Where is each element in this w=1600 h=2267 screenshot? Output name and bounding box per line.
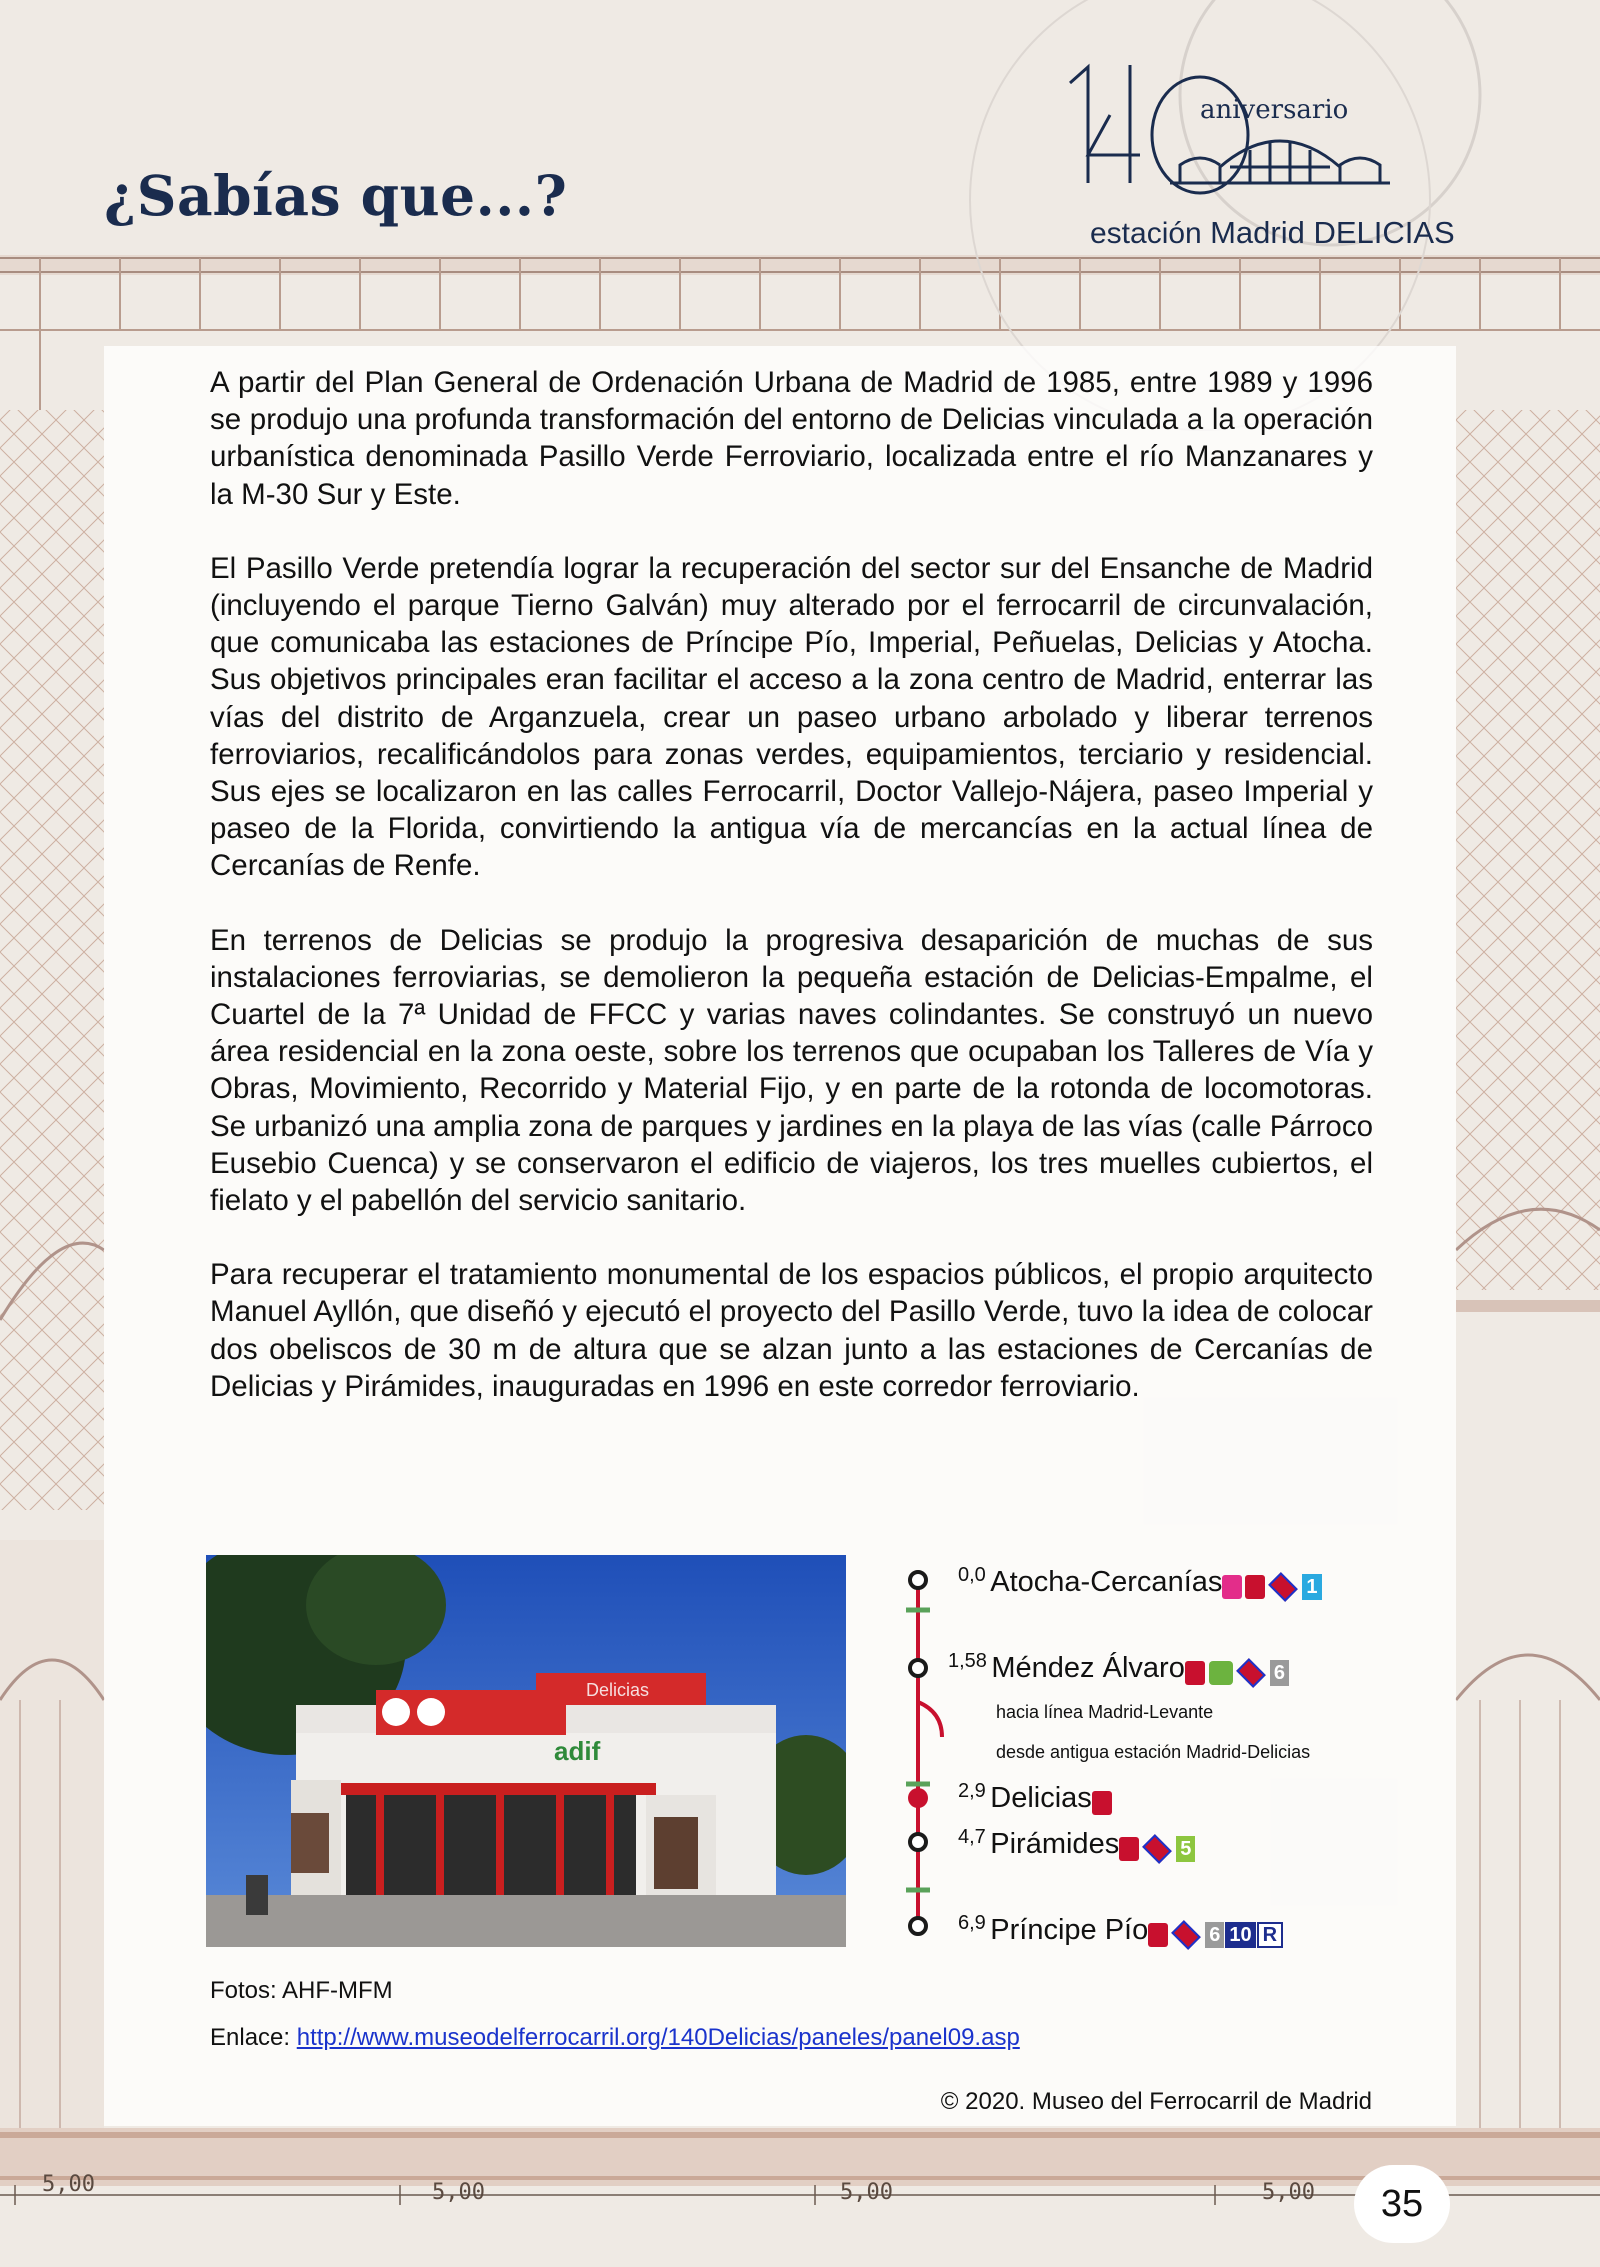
- link-label: Enlace:: [210, 2024, 291, 2051]
- copyright: © 2020. Museo del Ferrocarril de Madrid: [940, 2088, 1372, 2115]
- station-dot: [910, 1572, 926, 1588]
- bus-icon: [1209, 1661, 1233, 1685]
- station-principe-pio: 6,9 Príncipe Pío 6 10 R: [958, 1914, 1283, 1948]
- page-number: 35: [1354, 2165, 1450, 2243]
- station-dot: [910, 1834, 926, 1850]
- cercanias-icon: [1092, 1791, 1112, 1815]
- station-photo: [206, 1555, 846, 1947]
- metro-icon: [1142, 1834, 1172, 1864]
- metro-icon: [1269, 1572, 1299, 1602]
- branch-track: [918, 1702, 942, 1737]
- article-body: [210, 364, 1373, 1442]
- page-title: ¿Sabías que...?: [104, 163, 568, 228]
- cercanias-icon: [1185, 1661, 1205, 1685]
- station-mendez-alvaro: 1,58 Méndez Álvaro 6: [948, 1652, 1289, 1686]
- photo-credits: Fotos: AHF-MFM: [210, 1977, 393, 2004]
- photo-brand: adif: [554, 1736, 601, 1766]
- link-row: [210, 2024, 1020, 2052]
- paragraph: A partir del Plan General de Ordenación Urbana de Madrid de 1985, entre 1989 y 1996 se produjo una profunda transformación del entorno de Delicias vinculada a la operación urbanística denominada Pasillo Verde Ferroviario, localizada entre el río Manzanares y la M-30 Sur y Este.: [210, 366, 1373, 511]
- paragraph: En terrenos de Delicias se produjo la progresiva desaparición de muchas de sus instalaciones ferroviarias, se demolieron la pequeña estación de Delicias-Empalme, el Cuartel de la 7ª Unidad de FFCC y varias naves colindantes. Se construyó un nuevo área residencial en la zona oeste, sobre los terrenos que ocupaban los Talleres de Vía y Obras, Movimiento, Recorrido y Material Fijo, y en parte de la rotonda de locomotoras. Se urbanizó una amplia zona de parques y jardines en la playa de las vías (calle Párroco Eusebio Cuenca) y se conservaron el edificio de viajeros, los tres muelles cubiertos, el fielato y el pabellón del servicio sanitario.: [210, 923, 1373, 1218]
- dimension-label: 5,00: [1262, 2180, 1315, 2205]
- photo-sign: Delicias: [586, 1680, 650, 1700]
- station-dot-current: [908, 1788, 928, 1808]
- station-dot: [910, 1660, 926, 1676]
- metro-icon: [1171, 1920, 1201, 1950]
- metro-line-badge: 1: [1302, 1574, 1321, 1600]
- station-piramides: 4,7 Pirámides 5: [958, 1828, 1195, 1862]
- dimension-label: 5,00: [840, 2180, 893, 2205]
- cercanias-icon: [1119, 1837, 1139, 1861]
- logo-anniversary: aniversario: [1200, 95, 1349, 125]
- station-atocha: 0,0 Atocha-Cercanías 1: [958, 1566, 1322, 1600]
- cercanias-icon: [1245, 1575, 1265, 1599]
- paragraph: El Pasillo Verde pretendía lograr la recuperación del sector sur del Ensanche de Madrid (incluyendo el parque Tierno Galván) muy alterado por el ferrocarril de circunvalación, que comunicaba las estaciones de Príncipe Pío, Imperial, Peñuelas, Delicias y Atocha. Sus objetivos principales eran facilitar el acceso a la zona centro de Madrid, enterrar las vías del distrito de Arganzuela, crear un paseo urbano arbolado y liberar terrenos ferroviarios, recalificándolos para zonas verdes, equipamientos, terciario y residencial. Sus ejes se localizaron en las calles Ferrocarril, Doctor Vallejo-Nájera, paseo Imperial y paseo de la Florida, convirtiendo la antigua vía de mercancías en la actual línea de Cercanías de Renfe.: [210, 551, 1373, 883]
- dimension-label: 5,00: [432, 2180, 485, 2205]
- paragraph: Para recuperar el tratamiento monumental de los espacios públicos, el propio arquitecto Manuel Ayllón, que diseñó y ejecutó el proyecto del Pasillo Verde, tuvo la idea de colocar dos obeliscos de 30 m de altura que se alzan junto a las estaciones de Cercanías de Delicias y Pirámides, inauguradas en 1996 en este corredor ferroviario.: [210, 1258, 1373, 1403]
- logo-station-name: Madrid DELICIAS: [1210, 215, 1455, 250]
- logo-station: [1090, 215, 1455, 251]
- cercanias-icon: [1148, 1923, 1168, 1947]
- dimension-label: 5,00: [42, 2172, 95, 2197]
- metro-line-badge: 6: [1205, 1922, 1224, 1948]
- anniversary-logo: [1060, 55, 1480, 255]
- panel-link[interactable]: http://www.museodelferrocarril.org/140Delicias/paneles/panel09.asp: [296, 2024, 1020, 2051]
- station-delicias: 2,9 Delicias: [958, 1782, 1112, 1815]
- metro-line-badge: R: [1257, 1922, 1283, 1948]
- metro-line-badge: 6: [1270, 1660, 1289, 1686]
- branch-note: hacia línea Madrid-Levante: [996, 1702, 1214, 1722]
- metro-line-badge: 10: [1225, 1922, 1255, 1948]
- branch-note: desde antigua estación Madrid-Delicias: [996, 1742, 1311, 1762]
- cercanias-icon: [1222, 1575, 1242, 1599]
- logo-station-prefix: estación: [1090, 217, 1202, 250]
- metro-line-badge: 5: [1176, 1836, 1195, 1862]
- metro-icon: [1236, 1658, 1266, 1688]
- station-dot: [910, 1918, 926, 1934]
